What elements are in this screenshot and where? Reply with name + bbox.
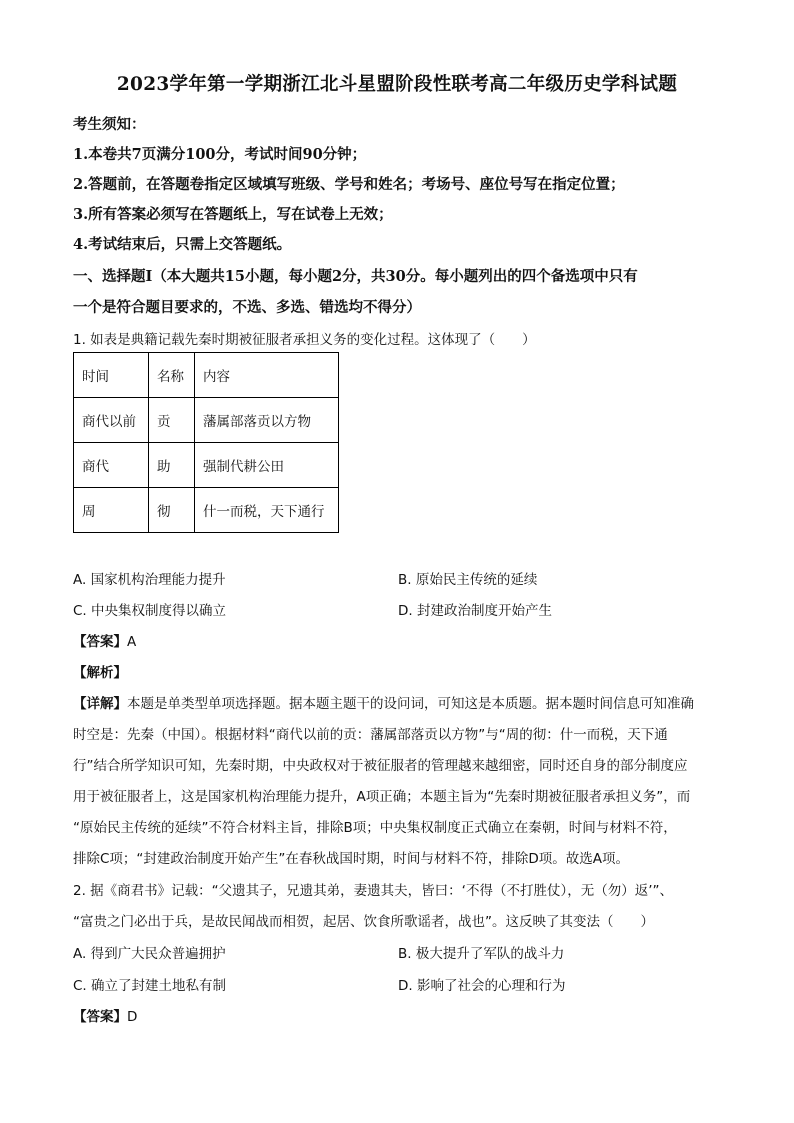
table-cell: 助	[149, 443, 195, 488]
analysis-tag: 【解析】	[73, 665, 127, 681]
answer-value: A	[127, 634, 137, 650]
notice-item: 3.所有答案必须写在答题纸上，写在试卷上无效；	[73, 206, 393, 223]
question-2-answer	[73, 1005, 137, 1025]
table-cell: 商代	[74, 443, 149, 488]
table-header-row	[74, 353, 339, 398]
answer-value: D	[127, 1009, 138, 1025]
question-1-option-b: B. 原始民主传统的延续	[398, 572, 538, 588]
table-row	[74, 443, 339, 488]
detail-text: 本题是单类型单项选择题。据本题主题干的设问词，可知这是本质题。据本题时间信息可知准确	[127, 696, 694, 712]
page-title: 2023学年第一学期浙江北斗星盟阶段性联考高二年级历史学科试题	[116, 74, 678, 95]
notice-item: 4.考试结束后，只需上交答题纸。	[73, 236, 292, 253]
section-heading: 一、选择题Ⅰ（本大题共15小题，每小题2分，共30分。每小题列出的四个备选项中只有	[73, 268, 638, 285]
table-row	[74, 398, 339, 443]
table-cell: 什一而税，天下通行	[195, 488, 339, 533]
notice-item: 2.答题前，在答题卷指定区域填写班级、学号和姓名；考场号、座位号写在指定位置；	[73, 176, 625, 193]
question-1-detail-line	[73, 692, 694, 712]
table-header-cell: 内容	[195, 353, 339, 398]
question-2-option-d: D. 影响了社会的心理和行为	[398, 978, 566, 994]
question-1-stem: 1. 如表是典籍记载先秦时期被征服者承担义务的变化过程。这体现了（ ）	[73, 332, 536, 348]
detail-tag: 【详解】	[73, 696, 127, 712]
section-heading-cont: 一个是符合题目要求的，不选、多选、错选均不得分）	[73, 299, 421, 316]
question-1-detail-line: 行”结合所学知识可知，先秦时期，中央政权对于被征服者的管理越来越细密，同时还自身的部分制度应	[73, 758, 688, 774]
table-cell: 周	[74, 488, 149, 533]
table-cell: 商代以前	[74, 398, 149, 443]
notice-heading: 考生须知：	[73, 116, 146, 133]
question-2-stem-cont: “富贵之门必出于兵，是故民闻战而相贺，起居、饮食所歌谣者，战也”。这反映了其变法（ ）	[73, 914, 654, 930]
question-2-option-a: A. 得到广大民众普遍拥护	[73, 946, 226, 962]
answer-tag: 【答案】	[73, 634, 127, 650]
question-1-detail-line: “原始民主传统的延续”不符合材料主旨，排除B项；中央集权制度正式确立在秦朝，时间与材料不符，	[73, 820, 677, 836]
table-cell: 藩属部落贡以方物	[195, 398, 339, 443]
table-header-cell: 时间	[74, 353, 149, 398]
question-1-analysis-tag	[73, 661, 127, 681]
question-1-option-a: A. 国家机构治理能力提升	[73, 572, 226, 588]
question-2-option-b: B. 极大提升了军队的战斗力	[398, 946, 565, 962]
question-1-option-d: D. 封建政治制度开始产生	[398, 603, 552, 619]
question-1-detail-line: 用于被征服者上，这是国家机构治理能力提升，A项正确；本题主旨为“先秦时期被征服者承担义务”，而	[73, 789, 691, 805]
question-1-table	[73, 352, 339, 533]
question-2-stem: 2. 据《商君书》记载：“父遗其子，兄遗其弟，妻遗其夫，皆曰：‘不得（不打胜仗），无（勿）返’”、	[73, 883, 673, 899]
question-1-detail-line: 排除C项；“封建政治制度开始产生”在春秋战国时期，时间与材料不符，排除D项。故选A项。	[73, 851, 630, 867]
table-header-cell: 名称	[149, 353, 195, 398]
question-1-option-c: C. 中央集权制度得以确立	[73, 603, 227, 619]
question-1-detail-line: 时空是：先秦（中国）。根据材料“商代以前的贡：藩属部落贡以方物”与“周的彻：什一而税，天下通	[73, 727, 668, 743]
question-2-option-c: C. 确立了封建土地私有制	[73, 978, 227, 994]
notice-item: 1.本卷共7页满分100分，考试时间90分钟；	[73, 146, 367, 163]
question-1-answer	[73, 630, 136, 650]
table-cell: 彻	[149, 488, 195, 533]
answer-tag: 【答案】	[73, 1009, 127, 1025]
table-row	[74, 488, 339, 533]
table-cell: 强制代耕公田	[195, 443, 339, 488]
table-cell: 贡	[149, 398, 195, 443]
